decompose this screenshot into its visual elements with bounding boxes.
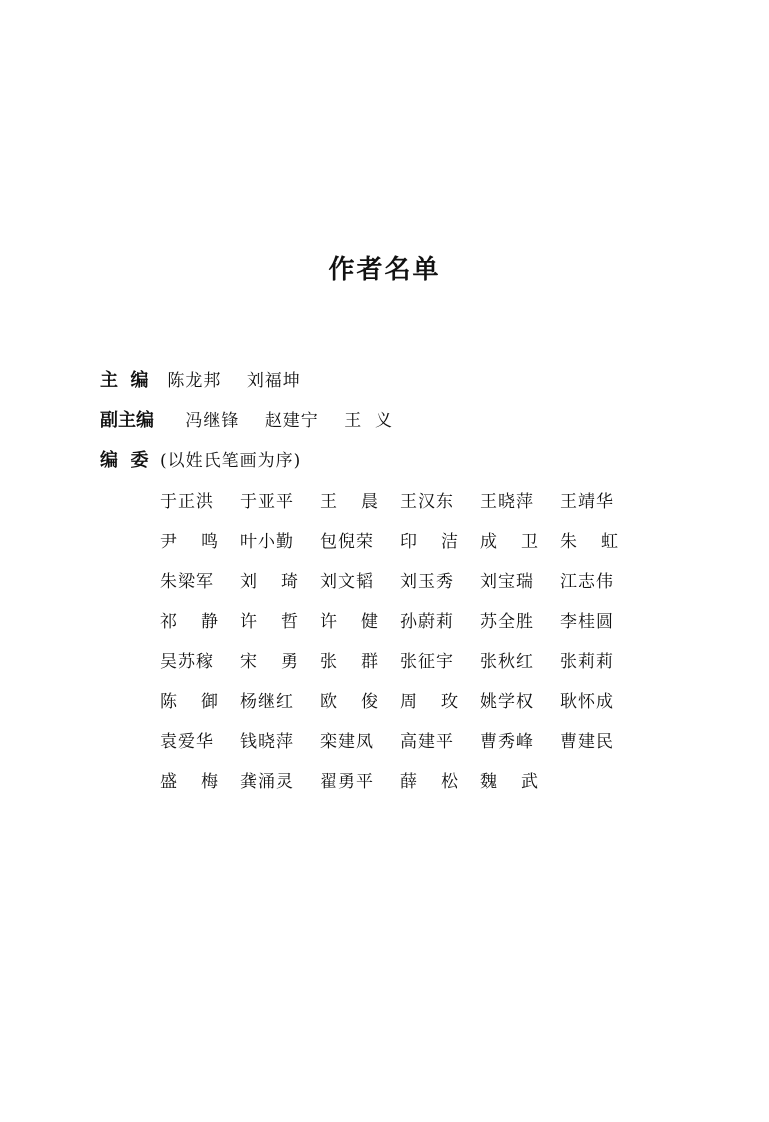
committee-member: 曹建民 <box>560 732 614 752</box>
committee-member: 王 晨 <box>320 492 378 512</box>
deputy-editor-name: 冯继锋 <box>185 411 240 431</box>
committee-member: 于正洪 <box>160 492 214 512</box>
committee-row <box>100 446 301 476</box>
committee-member: 龚涌灵 <box>240 772 294 792</box>
committee-member-list <box>160 488 640 808</box>
committee-member: 杨继红 <box>240 692 294 712</box>
committee-member: 朱 虹 <box>560 532 618 552</box>
committee-order-note: (以姓氏笔画为序) <box>160 451 302 471</box>
committee-member: 高建平 <box>400 732 454 752</box>
committee-member: 翟勇平 <box>320 772 374 792</box>
page-title: 作者名单 <box>328 255 441 285</box>
committee-member: 尹 鸣 <box>160 532 218 552</box>
committee-member: 欧 俊 <box>320 692 378 712</box>
committee-member: 盛 梅 <box>160 772 218 792</box>
deputy-editor-name: 赵建宁 <box>264 411 319 431</box>
committee-member: 张秋红 <box>480 652 534 672</box>
committee-member: 栾建凤 <box>320 732 374 752</box>
committee-member: 陈 御 <box>160 692 218 712</box>
committee-member: 吴苏稼 <box>160 652 214 672</box>
committee-member: 王汉东 <box>400 492 454 512</box>
committee-member: 宋 勇 <box>240 652 298 672</box>
committee-member: 薛 松 <box>400 772 458 792</box>
committee-member: 刘玉秀 <box>400 572 454 592</box>
committee-member: 朱梁军 <box>160 572 214 592</box>
committee-member: 刘文韬 <box>320 572 374 592</box>
committee-member: 刘宝瑞 <box>480 572 534 592</box>
chief-editor-label: 主 编 <box>100 370 149 391</box>
committee-member: 于亚平 <box>240 492 294 512</box>
committee-member: 刘 琦 <box>240 572 298 592</box>
committee-member: 成 卫 <box>480 532 538 552</box>
deputy-editor-name: 王 义 <box>344 411 394 431</box>
deputy-editor-label: 副主编 <box>100 410 154 431</box>
committee-member: 包倪荣 <box>320 532 374 552</box>
committee-member: 王靖华 <box>560 492 614 512</box>
committee-member: 江志伟 <box>560 572 614 592</box>
committee-member: 张征宇 <box>400 652 454 672</box>
chief-editor-name: 刘福坤 <box>246 371 301 391</box>
committee-member: 孙蔚莉 <box>400 612 454 632</box>
committee-member: 周 玫 <box>400 692 458 712</box>
committee-member: 印 洁 <box>400 532 458 552</box>
committee-member: 魏 武 <box>480 772 538 792</box>
committee-member: 曹秀峰 <box>480 732 534 752</box>
committee-member: 袁爱华 <box>160 732 214 752</box>
committee-member: 张莉莉 <box>560 652 614 672</box>
committee-member: 耿怀成 <box>560 692 614 712</box>
deputy-editor-row <box>100 406 413 436</box>
committee-member: 钱晓萍 <box>240 732 294 752</box>
committee-member: 苏全胜 <box>480 612 534 632</box>
committee-member: 叶小勤 <box>240 532 294 552</box>
chief-editor-name: 陈龙邦 <box>167 371 222 391</box>
chief-editor-row <box>100 366 321 396</box>
committee-member: 李桂圆 <box>560 612 614 632</box>
committee-label: 编 委 <box>100 450 149 471</box>
committee-member: 许 哲 <box>240 612 298 632</box>
committee-member: 张 群 <box>320 652 378 672</box>
committee-member: 王晓萍 <box>480 492 534 512</box>
committee-member: 姚学权 <box>480 692 534 712</box>
committee-member: 祁 静 <box>160 612 218 632</box>
committee-member: 许 健 <box>320 612 378 632</box>
